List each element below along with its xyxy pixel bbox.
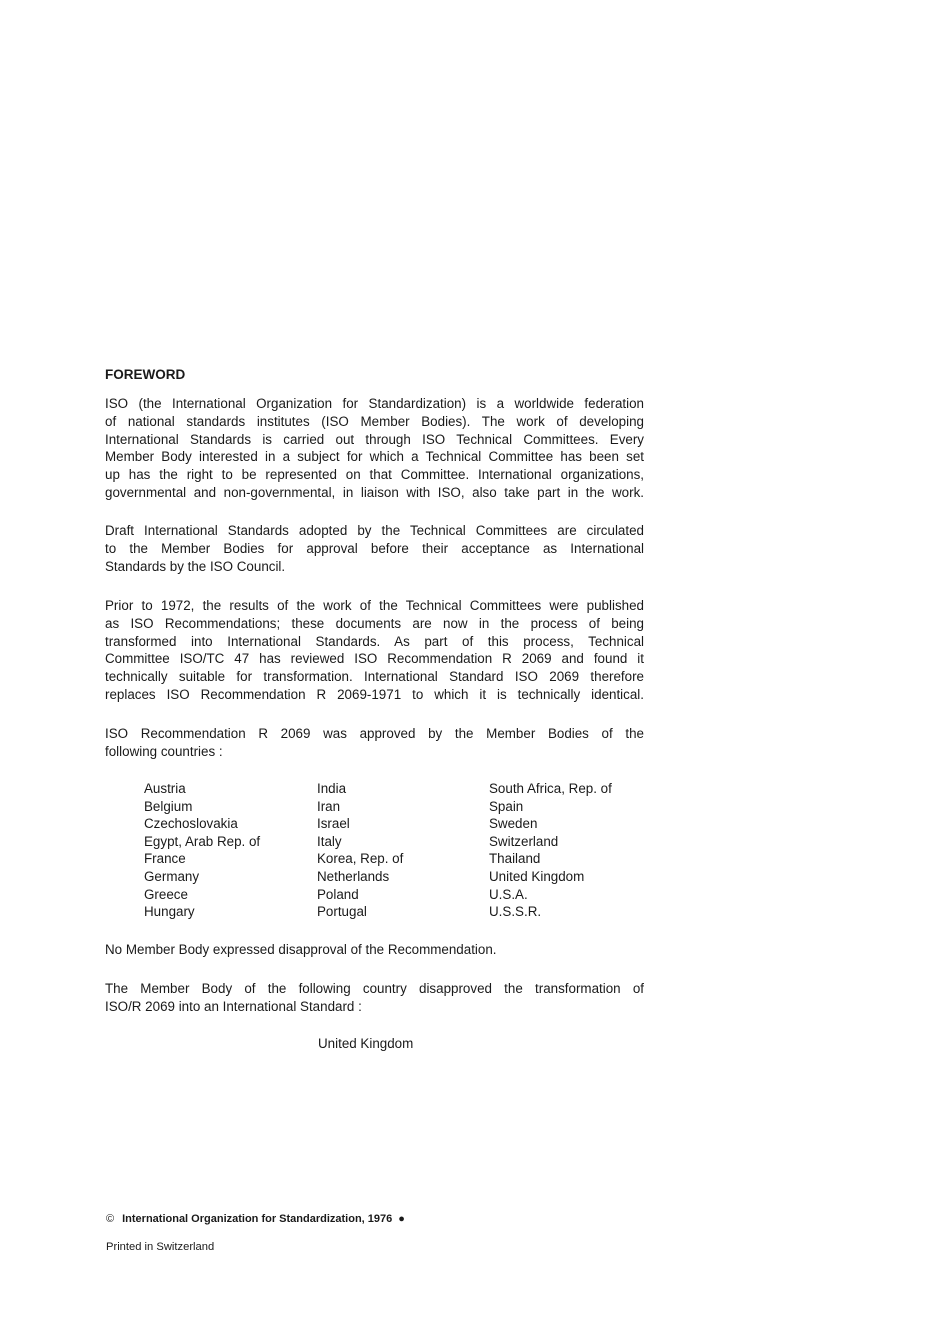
country: U.S.A. <box>489 886 528 902</box>
text-line: technically suitable for transformation. International Standard ISO 2069 therefore <box>105 669 644 685</box>
paragraph-history <box>105 597 644 704</box>
country: Germany <box>144 868 200 884</box>
text-line: Draft International Standards adopted by the Technical Committees are circulated <box>105 523 644 538</box>
text-line: No Member Body expressed disapproval of the Recommendation. <box>105 942 497 957</box>
country: Korea, Rep. of <box>317 851 404 867</box>
country-column-1 <box>144 780 260 921</box>
text-line: Standards by the ISO Council. <box>105 558 286 574</box>
country: Italy <box>317 833 342 849</box>
text-line: ISO/R 2069 into an International Standard : <box>105 998 362 1014</box>
text-line: following countries : <box>105 743 223 759</box>
disapproving-country: United Kingdom <box>318 1036 414 1051</box>
country: Portugal <box>317 904 367 920</box>
page-title: FOREWORD <box>105 367 186 382</box>
country: Austria <box>144 781 186 796</box>
paragraph-approval <box>105 725 644 761</box>
text-line: Committee ISO/TC 47 has reviewed ISO Recommendation R 2069 and found it <box>105 651 644 667</box>
country: Switzerland <box>489 833 559 849</box>
country: Israel <box>317 816 350 832</box>
text-line: as ISO Recommendations; these documents are now in the process of being <box>105 615 644 631</box>
paragraph-draft-standards <box>105 522 644 575</box>
country: Thailand <box>489 851 541 867</box>
paragraph-disapproval <box>105 980 644 1016</box>
country: Greece <box>144 886 188 902</box>
country: Czechoslovakia <box>144 816 238 832</box>
country: India <box>317 781 347 796</box>
text-line: to the Member Bodies for approval before their acceptance as International <box>105 540 644 556</box>
text-line: of national standards institutes (ISO Member Bodies). The work of developing <box>105 413 644 429</box>
country: United Kingdom <box>489 868 585 884</box>
country: Iran <box>317 798 341 814</box>
text-line: up has the right to be represented on that Committee. International organizations, <box>105 467 644 483</box>
paragraph-iso-intro <box>105 395 644 502</box>
country: Sweden <box>489 816 538 832</box>
country: Spain <box>489 798 524 814</box>
printed-in: Printed in Switzerland <box>106 1241 215 1253</box>
country: France <box>144 851 186 867</box>
copyright-icon: © <box>106 1213 115 1225</box>
country-column-2 <box>317 780 403 921</box>
country: Belgium <box>144 798 193 814</box>
bullet-icon: ● <box>398 1213 405 1225</box>
country: Netherlands <box>317 868 390 884</box>
text-line: replaces ISO Recommendation R 2069-1971 to which it is technically identical. <box>105 686 644 702</box>
country: U.S.S.R. <box>489 904 542 920</box>
text-line: The Member Body of the following country disapproved the transformation of <box>105 981 644 996</box>
text-line: ISO (the International Organization for Standardization) is a worldwide federation <box>105 396 644 411</box>
country: Egypt, Arab Rep. of <box>144 833 261 849</box>
text-line: transformed into International Standards. As part of this process, Technical <box>105 633 644 649</box>
text-line: Prior to 1972, the results of the work of the Technical Committees were published <box>105 598 644 613</box>
country: South Africa, Rep. of <box>489 781 612 796</box>
copyright-notice <box>106 1213 405 1225</box>
text-line: ISO Recommendation R 2069 was approved by the Member Bodies of the <box>105 726 644 741</box>
copyright-text: International Organization for Standardization, 1976 <box>122 1213 393 1225</box>
country: Hungary <box>144 904 195 920</box>
text-line: Member Body interested in a subject for which a Technical Committee has been set <box>105 449 644 465</box>
text-line: International Standards is carried out through ISO Technical Committees. Every <box>105 431 644 447</box>
country: Poland <box>317 886 359 902</box>
text-line: governmental and non-governmental, in liaison with ISO, also take part in the work. <box>105 484 644 500</box>
country-column-3 <box>489 780 612 921</box>
paragraph-no-disapproval <box>105 941 644 959</box>
